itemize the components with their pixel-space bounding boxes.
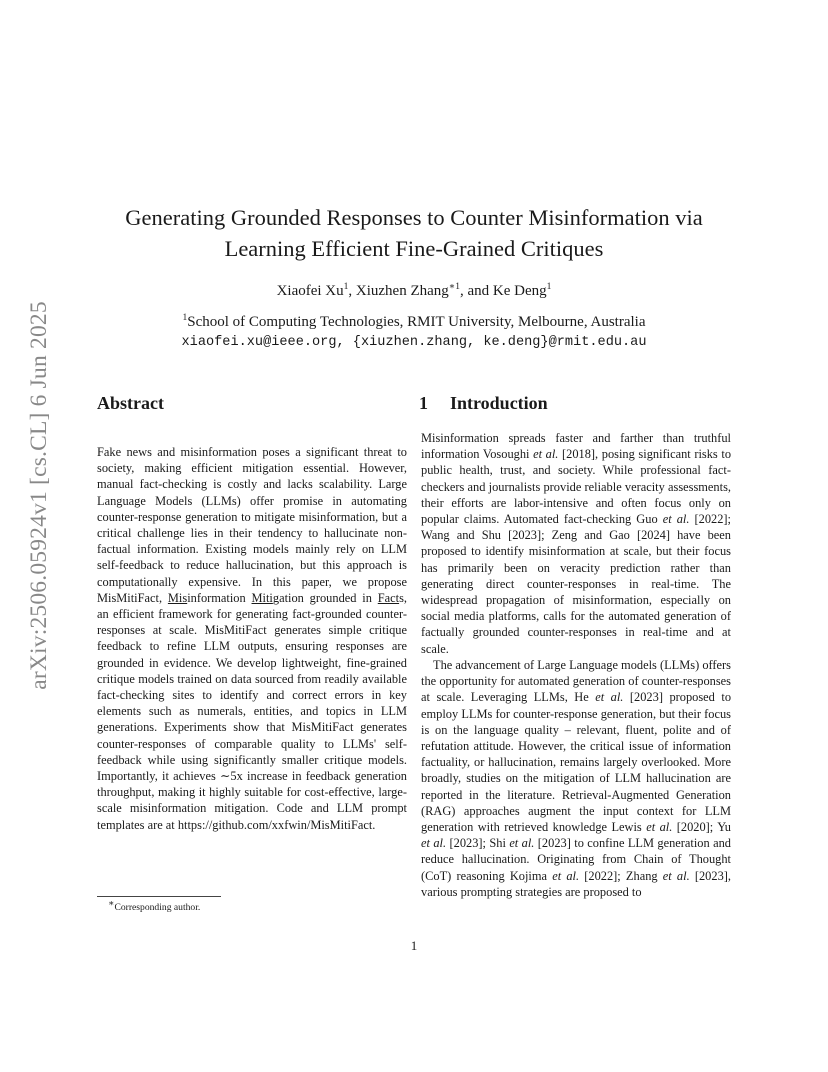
- acronym-mis: Mis: [167, 590, 188, 605]
- intro-p1-text-2: [2018], posing significant risks to public health, trust, and society. While professional fact-checkers and journalists provide reliable veracity assessments, their efforts are labor-intensive and often focus only on popular claims. Automated fact-checking Guo: [421, 447, 732, 527]
- affiliation: [90, 312, 738, 332]
- introduction-heading: [419, 393, 548, 414]
- intro-p2-etal-3: et al.: [421, 836, 447, 851]
- author-2-affil: ∗1: [448, 282, 460, 292]
- paper-title: [90, 202, 738, 264]
- intro-p1-etal-1: et al.: [533, 447, 559, 462]
- intro-p2-text-6: [2022]; Zhang: [579, 868, 663, 883]
- footnote: [108, 898, 201, 914]
- author-separator-2: , and: [460, 283, 493, 299]
- intro-p2-etal-2: et al.: [646, 820, 673, 835]
- section-number: 1: [419, 393, 428, 413]
- acronym-miti: Miti: [251, 590, 273, 605]
- title-line-1: Generating Grounded Responses to Counter Misinformation via: [125, 205, 703, 230]
- author-3-affil: 1: [546, 282, 552, 292]
- arxiv-stamp-text: arXiv:2506.05924v1 [cs.CL] 6 Jun 2025: [25, 300, 52, 690]
- abstract-text-1: Fake news and misinformation poses a significant threat to society, making efficient mitigation essential. However, manual fact-checking is costly and lacks scalability. Large Language Models (LLMs) offer promise in automating counter-response generation to mitigate misinformation, but a critical challenge lies in their tendency to hallucinate non-factual information. Existing models mainly rely on LLM self-feedback to reduce hallucination, but this approach is computationally expensive. In this paper, we propose MisMitiFact,: [97, 445, 407, 605]
- intro-p2-text-5: [2023] to confine LLM generation and reduce hallucination. Originating from Chain of Thought (CoT) reasoning Kojima: [421, 836, 731, 883]
- abstract-text-3: gation grounded in: [272, 590, 378, 605]
- page-number: 1: [410, 938, 418, 953]
- abstract-heading: Abstract: [97, 393, 164, 413]
- affiliation-text: School of Computing Technologies, RMIT University, Melbourne, Australia: [187, 314, 646, 330]
- arxiv-stamp: [21, 300, 57, 690]
- affiliation-mark: 1: [182, 313, 188, 323]
- abstract-body: [97, 444, 407, 833]
- author-separator-1: ,: [348, 283, 356, 299]
- intro-p2-text-4: [2023]; Shi: [446, 836, 510, 851]
- intro-p1-text-3: [2022]; Wang and Shu [2023]; Zeng and Gao [2024] have been proposed to identify misinformation at scale, but their focus has primarily been on veracity prediction rather than generating direct counter-responses in real-time. The widespread propagation of misinformation, especially on social media platforms, calls for the automated generation of factually grounded counter-responses in real-time and at scale.: [421, 512, 732, 656]
- abstract-text-2: information: [187, 590, 252, 605]
- intro-paragraph-2: [421, 657, 731, 900]
- intro-p2-text-1: The advancement of Large Language models (LLMs) offers the opportunity for automated generation of counter-responses at scale. Leveraging LLMs, He: [421, 658, 731, 705]
- author-3-name: Ke Deng: [492, 283, 547, 299]
- intro-p2-etal-1: et al.: [595, 690, 624, 705]
- intro-paragraph-1: [421, 430, 731, 657]
- intro-p2-etal-6: et al.: [662, 868, 690, 883]
- footnote-mark: ∗: [108, 898, 115, 909]
- acronym-fact: Fact: [377, 590, 400, 605]
- footnote-rule: [97, 896, 221, 897]
- intro-p2-etal-4: et al.: [509, 836, 535, 851]
- abstract-text-4: s, an efficient framework for generating fact-grounded counter-responses at scale. MisMitiFact generates simple critique feedback to refine LLM outputs, ensuring responses are grounded in evidence. We develop lightweight, fine-grained critique models trained on data sourced from readily available fact-checking sites to identify and correct errors in key elements such as numerals, entities, and topics in LLM generations. Experiments show that MisMitiFact generates counter-responses of comparable quality to LLMs' self-feedback while using significantly smaller critique models. Importantly, it achieves ∼5x increase in feedback generation throughput, making it highly suitable for cost-effective, large-scale misinformation mitigation. Code and LLM prompt templates are at https://github.com/xxfwin/MisMitiFact.: [97, 590, 408, 832]
- author-2-name: Xiuzhen Zhang: [355, 283, 449, 299]
- intro-p2-text-2: [2023] proposed to employ LLMs for counter-response generation, but their focus is on the language quality – relevant, fluent, polite and of refutation attitude. However, the critical issue of information factuality, or hallucination, remains largely overlooked. More broadly, studies on the mitigation of LLM hallucination are reported in the literature. Retrieval-Augmented Generation (RAG) approaches augment the input context for LLM generation with retrieved knowledge Lewis: [421, 690, 732, 835]
- author-1-affil: 1: [343, 282, 349, 292]
- author-emails: xiaofei.xu@ieee.org, {xiuzhen.zhang, ke.deng}@rmit.edu.au: [181, 335, 647, 350]
- intro-p1-text-1: Misinformation spreads faster and farther than truthful information Vosoughi: [421, 431, 731, 462]
- title-line-2: Learning Efficient Fine-Grained Critiques: [224, 236, 604, 261]
- intro-p2-etal-5: et al.: [552, 868, 580, 883]
- footnote-text: Corresponding author.: [114, 902, 201, 913]
- intro-p1-etal-2: et al.: [662, 512, 690, 527]
- section-title: Introduction: [450, 393, 548, 413]
- author-1-name: Xiaofei Xu: [276, 283, 344, 299]
- intro-p2-text-3: [2020]; Yu: [672, 820, 731, 835]
- intro-p2-text-7: [2023], various prompting strategies are proposed to: [421, 868, 731, 899]
- author-list: [90, 281, 738, 301]
